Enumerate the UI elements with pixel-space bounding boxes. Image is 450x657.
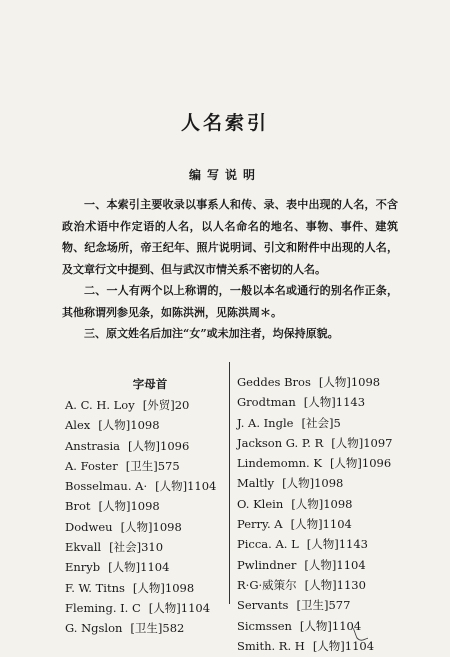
- entry-page: 1098: [152, 519, 182, 534]
- index-entry: [237, 433, 407, 453]
- index-entry: [65, 578, 225, 598]
- intro-text: [62, 194, 398, 345]
- entry-page: 575: [157, 458, 180, 473]
- entry-name: Brot: [65, 499, 91, 514]
- entry-name: Fleming. I. C: [65, 600, 141, 615]
- index-column-right: [237, 372, 407, 656]
- entry-page: 1098: [164, 580, 195, 595]
- column-divider: [229, 362, 230, 604]
- entry-name: R·G·威策尔: [237, 577, 297, 592]
- index-entry: [65, 537, 225, 557]
- entry-page: 1104: [140, 560, 170, 575]
- index-entry: [65, 476, 225, 496]
- entry-category: [人物]: [290, 517, 323, 532]
- entry-page: 5: [333, 415, 341, 430]
- entry-page: 1104: [331, 618, 362, 633]
- entry-name: Sicmssen: [237, 618, 292, 633]
- entry-page: 1104: [322, 517, 352, 532]
- entry-page: 1098: [323, 496, 353, 511]
- index-entry: [65, 618, 225, 638]
- entry-page: 1096: [160, 438, 190, 453]
- entry-category: [外贸]: [142, 398, 175, 412]
- entry-category: [人物]: [98, 499, 131, 514]
- entry-name: Picca. A. L: [237, 537, 299, 552]
- entry-name: Dodweu: [65, 519, 113, 534]
- index-entry: [65, 415, 225, 435]
- entry-name: Perry. A: [237, 517, 283, 532]
- entry-page: 1098: [130, 499, 160, 514]
- entry-category: [社会]: [301, 415, 334, 430]
- entry-page: 1098: [314, 476, 344, 491]
- index-entry: [65, 456, 225, 476]
- entry-category: [人物]: [132, 580, 165, 595]
- entry-name: A. C. H. Loy: [65, 398, 135, 412]
- entry-category: [人物]: [155, 479, 188, 494]
- entry-name: Lindemomn. K: [237, 456, 322, 471]
- entry-name: A. Foster: [65, 458, 118, 473]
- entry-category: [人物]: [299, 618, 332, 633]
- entry-page: 1143: [335, 395, 366, 410]
- entry-category: [人物]: [148, 600, 181, 615]
- section-subtitle: 编写说明: [188, 168, 261, 182]
- entry-name: Smith. R. H: [237, 638, 305, 653]
- index-entry: [237, 453, 407, 473]
- index-entry: [237, 595, 407, 615]
- intro-paragraph-3: 三、原文姓名后加注“女”或未加注者，均保持原貌。: [84, 327, 339, 340]
- entry-category: [人物]: [312, 638, 345, 653]
- entry-name: Grodtman: [237, 395, 296, 410]
- entry-name: Ekvall: [65, 540, 102, 555]
- entry-category: [人物]: [306, 537, 339, 552]
- intro-paragraph-1: 一、本索引主要收录以事系人和传、录、表中出现的人名，不含政治术语中作定语的人名，以人名命名的地名、事物、事件、建筑物、纪念场所，帝王纪年、照片说明词、引文和附件中出现的人名，及文章行文中提到、但与武汉市情关系不密切的人名。: [62, 198, 398, 276]
- entry-category: [卫生]: [130, 621, 163, 636]
- entry-category: [人物]: [304, 557, 337, 572]
- index-entry: [237, 514, 407, 534]
- index-entry: [237, 575, 407, 595]
- entry-name: J. A. Ingle: [237, 415, 294, 430]
- index-entry: [237, 494, 407, 514]
- entry-category: [人物]: [329, 456, 362, 471]
- entry-page: 582: [162, 621, 185, 636]
- index-entry: [237, 413, 407, 433]
- entry-page: 1104: [187, 479, 217, 494]
- index-list-left: [65, 395, 225, 639]
- entry-category: [人物]: [120, 519, 153, 534]
- entry-category: [卫生]: [296, 598, 329, 613]
- entry-category: [人物]: [108, 560, 141, 575]
- entry-page: 1096: [361, 456, 392, 471]
- entry-page: 1097: [363, 435, 393, 450]
- entry-name: Bosselmau. A·: [65, 479, 148, 494]
- entry-name: Enryb: [65, 560, 101, 575]
- entry-name: Alex: [65, 418, 91, 433]
- index-entry: [237, 636, 407, 656]
- entry-category: [人物]: [291, 496, 324, 511]
- entry-name: G. Ngslon: [65, 621, 123, 636]
- entry-name: O. Klein: [237, 496, 284, 511]
- index-entry: [237, 392, 407, 412]
- entry-page: 1130: [336, 577, 366, 592]
- entry-category: [人物]: [318, 375, 351, 389]
- index-entry: [65, 436, 225, 456]
- index-entry: [237, 534, 407, 554]
- entry-page: 1098: [130, 418, 160, 433]
- entry-name: Geddes Bros: [237, 375, 311, 389]
- entry-page: 1104: [180, 600, 211, 615]
- entry-category: [卫生]: [125, 458, 158, 473]
- index-list-right: [237, 372, 407, 656]
- entry-category: [社会]: [109, 540, 142, 555]
- index-entry: [237, 372, 407, 392]
- index-entry: [65, 517, 225, 537]
- index-entry: [237, 616, 407, 636]
- entry-page: 1104: [344, 638, 375, 653]
- entry-page: 310: [141, 540, 164, 555]
- entry-name: Pwlindner: [237, 557, 297, 572]
- entry-category: [人物]: [331, 435, 364, 450]
- entry-page: 20: [174, 398, 190, 412]
- index-entry: [65, 598, 225, 618]
- entry-category: [人物]: [304, 577, 337, 592]
- index-entry: [237, 473, 407, 493]
- index-entry: [65, 496, 225, 516]
- intro-paragraph-2: 二、一人有两个以上称谓的，一般以本名或通行的别名作正条，其他称谓列参见条，如陈洪洲，见陈洪周＊。: [62, 284, 398, 319]
- entry-page: 1098: [350, 375, 381, 389]
- entry-name: F. W. Titns: [65, 580, 125, 595]
- entry-page: 1104: [336, 557, 366, 572]
- index-entry: [65, 395, 225, 415]
- entry-name: Anstrasia: [65, 438, 121, 453]
- page-title: 人名索引: [180, 112, 269, 134]
- entry-category: [人物]: [128, 438, 161, 453]
- entry-category: [人物]: [303, 395, 336, 410]
- entry-name: Jackson G. P. R: [237, 435, 324, 450]
- entry-name: Maltly: [237, 476, 275, 491]
- entry-page: 577: [328, 598, 351, 613]
- index-entry: [237, 555, 407, 575]
- entry-page: 1143: [338, 537, 368, 552]
- entry-category: [人物]: [282, 476, 315, 491]
- index-entry: [65, 557, 225, 577]
- entry-category: [人物]: [98, 418, 131, 433]
- letter-section-heading: 字母首: [132, 377, 168, 391]
- entry-name: Servants: [237, 598, 289, 613]
- index-column-left: [65, 372, 225, 639]
